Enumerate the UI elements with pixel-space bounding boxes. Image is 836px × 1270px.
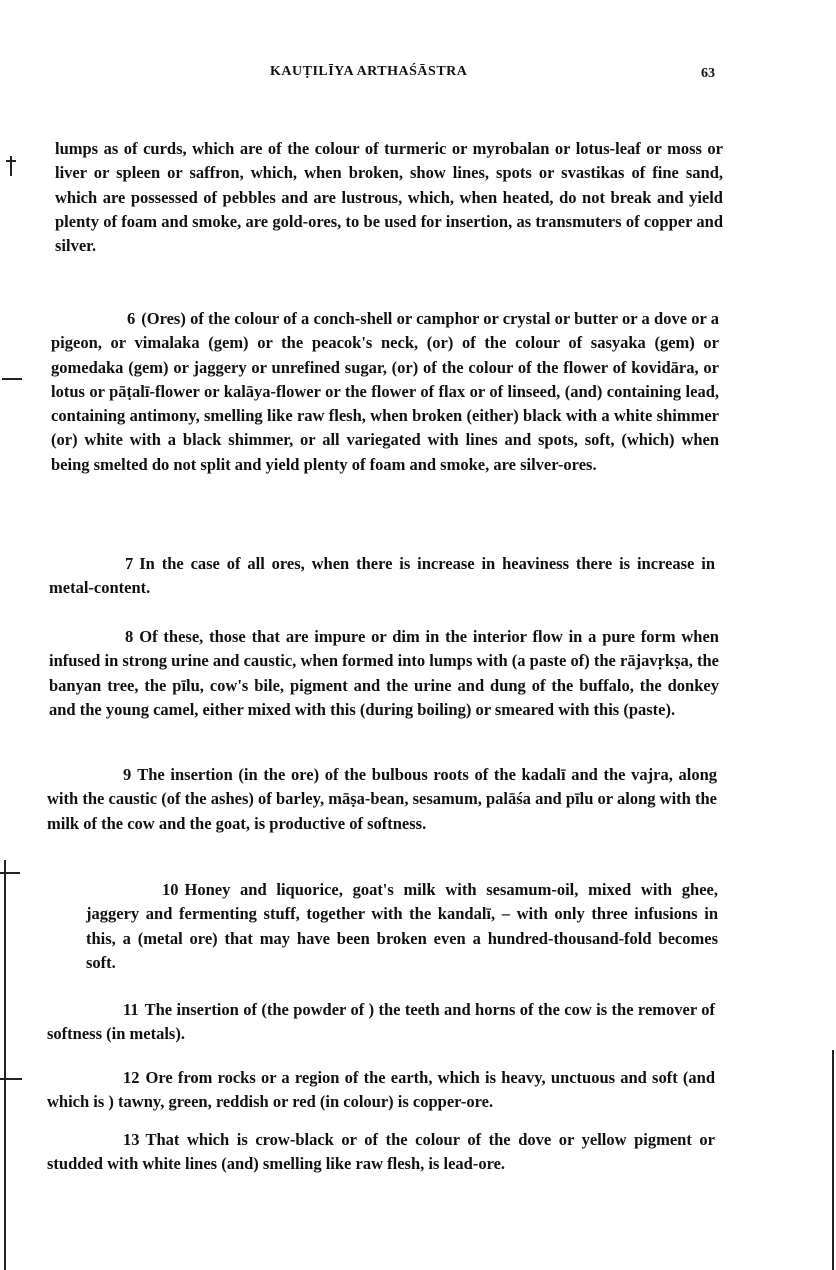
margin-mark — [0, 1078, 22, 1080]
paragraph — [51, 307, 719, 477]
paragraph — [47, 998, 715, 1047]
paragraph-text: The insertion of (the powder of ) the teeth and horns of the cow is the remover of softness (in metals). — [47, 1000, 715, 1044]
paragraph-text: Honey and liquorice, goat's milk with sesamum-oil, mixed with ghee, jaggery and fermenting stuff, together with the kandalī, – with only three infusions in this, a (metal ore) that may have been broken even a hundred-thousand-fold becomes soft. — [86, 880, 718, 972]
margin-mark — [832, 1050, 834, 1270]
running-title: KAUṬILĪYA ARTHAŚĀSTRA — [270, 64, 468, 79]
paragraph-number: 6 — [127, 309, 136, 328]
paragraph-text: That which is crow-black or of the colour of the dove or yellow pigment or studded with white lines (and) smelling like raw flesh, is lead-ore. — [47, 1130, 715, 1174]
paragraph-number: 11 — [123, 1000, 139, 1019]
page-number: 63 — [701, 66, 715, 81]
paragraph — [86, 878, 718, 975]
margin-mark — [4, 860, 6, 1270]
paragraph-text: Of these, those that are impure or dim in the interior flow in a pure form when infused in strong urine and caustic, when formed into lumps with (a paste of) the rājavṛkṣa, the banyan tree, the pīlu, cow's bile, pigment and the urine and dung of the buffalo, the donkey and the young camel, either mixed with this (during boiling) or smeared with this (paste). — [49, 627, 719, 719]
page-header — [0, 64, 836, 88]
paragraph — [47, 1066, 715, 1115]
margin-mark — [0, 872, 20, 874]
paragraph-text: In the case of all ores, when there is increase in heaviness there is increase in metal-content. — [49, 554, 715, 598]
paragraph-number: 13 — [123, 1130, 140, 1149]
paragraph-number: 9 — [123, 765, 132, 784]
paragraph — [47, 763, 717, 836]
paragraph-number: 10 — [162, 880, 179, 899]
paragraph-text: lumps as of curds, which are of the colour of turmeric or myrobalan or lotus-leaf or moss or liver or spleen or saffron, which, when broken, show lines, spots or svastikas of fine sand, which are possessed of pebbles and are lustrous, which, when heated, do not break and yield plenty of foam and smoke, are gold-ores, to be used for insertion, as transmuters of copper and silver. — [55, 139, 723, 256]
paragraph-number: 7 — [125, 554, 134, 573]
paragraph — [49, 625, 719, 722]
paragraph-number: 8 — [125, 627, 134, 646]
paragraph-text: Ore from rocks or a region of the earth, which is heavy, unctuous and soft (and which is ) tawny, green, reddish or red (in colour) is copper-ore. — [47, 1068, 715, 1112]
paragraph — [47, 1128, 715, 1177]
paragraph-number: 12 — [123, 1068, 140, 1087]
margin-mark — [10, 156, 12, 176]
paragraph — [55, 137, 723, 258]
paragraph-text: (Ores) of the colour of a conch-shell or camphor or crystal or butter or a dove or a pigeon, or vimalaka (gem) or the peacok's neck, (or) of the colour of sasyaka (gem) or gomedaka (gem) or jaggery or unrefined sugar, (or) of the colour of the flower of kovidāra, or lotus or pāṭalī-flower or kalāya-flower or the flower of flax or of linseed, (and) containing lead, containing antimony, smelling like raw flesh, when broken (either) black with a white shimmer (or) white with a black shimmer, or all variegated with lines and spots, soft, (which) when being smelted do not split and yield plenty of foam and smoke, are silver-ores. — [51, 309, 719, 474]
paragraph — [49, 552, 715, 601]
paragraph-text: The insertion (in the ore) of the bulbous roots of the kadalī and the vajra, along with the caustic (of the ashes) of barley, māṣa-bean, sesamum, palāśa and pīlu or along with the milk of the cow and the goat, is productive of softness. — [47, 765, 717, 833]
margin-mark — [2, 378, 22, 380]
